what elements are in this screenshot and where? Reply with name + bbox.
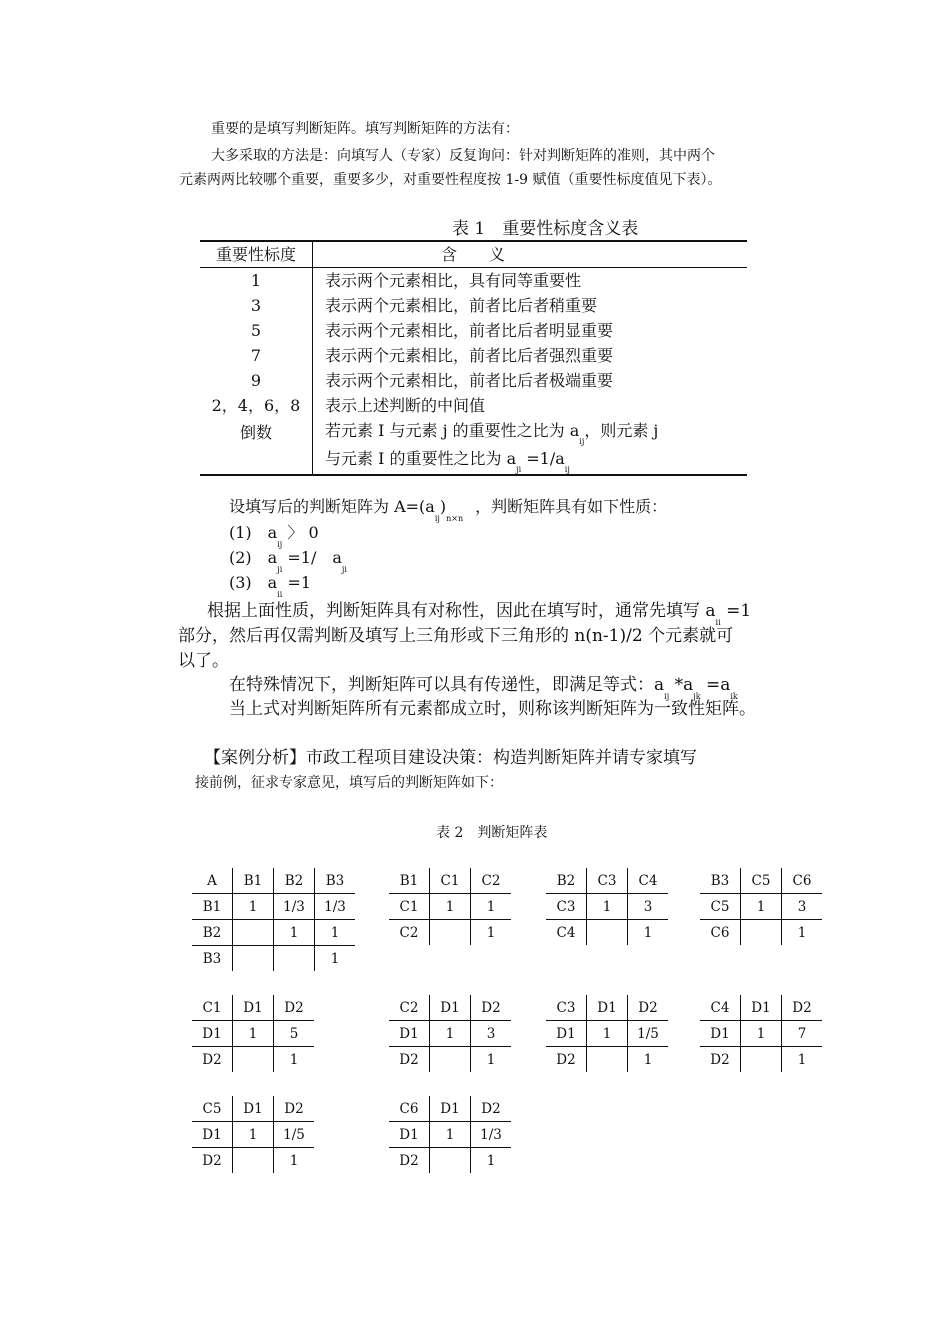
- judgment-matrix: [192, 995, 314, 1072]
- meaning-text: 若元素 I 与元素 j 的重要性之比为 a: [325, 421, 580, 440]
- judgment-matrix: [546, 868, 668, 945]
- matrix-cell: [430, 920, 471, 946]
- matrix-row: [389, 1047, 511, 1073]
- matrix-cell: C3: [546, 995, 587, 1021]
- matrix-cell: C3: [546, 894, 587, 920]
- matrix-row: [546, 995, 668, 1021]
- matrix-row: [389, 894, 511, 920]
- matrix-cell: B2: [192, 920, 233, 946]
- subscript: ij: [579, 437, 585, 446]
- property-2: [229, 545, 347, 574]
- matrix-cell: D1: [587, 995, 628, 1021]
- matrix-cell: C5: [700, 894, 741, 920]
- matrix-cell: B2: [546, 868, 587, 894]
- text: (1) a: [229, 523, 278, 542]
- matrix-cell: 1/3: [274, 894, 315, 920]
- property-1: [229, 520, 319, 549]
- importance-scale-table: [200, 240, 747, 476]
- judgment-matrix: [389, 995, 511, 1072]
- table-header-row: [200, 241, 747, 268]
- matrix-cell: 1: [430, 1122, 471, 1148]
- matrix-cell: C3: [587, 868, 628, 894]
- judgment-matrix: [192, 868, 355, 971]
- matrix-cell: D2: [628, 995, 669, 1021]
- matrix-cell: B2: [274, 868, 315, 894]
- matrix-cell: 1: [233, 1122, 274, 1148]
- judgment-matrix: [389, 1096, 511, 1173]
- text: *a: [669, 675, 694, 695]
- matrix-cell: 1: [430, 894, 471, 920]
- table-row: [200, 343, 747, 368]
- scale-cell: 9: [200, 368, 313, 393]
- matrix-cell: 7: [782, 1021, 823, 1047]
- matrix-cell: D1: [389, 1021, 430, 1047]
- meaning-text: 与元素 I 的重要性之比为 a: [325, 449, 517, 468]
- case-subtitle: 接前例，征求专家意见，填写后的判断矩阵如下：: [195, 775, 503, 791]
- intro-line-2: 大多采取的方法是：向填写人（专家）反复询问：针对判断矩阵的准则，其中两个: [211, 148, 715, 164]
- subscript: ij: [664, 692, 670, 701]
- text: ): [439, 497, 447, 516]
- matrix-cell: C6: [389, 1096, 430, 1122]
- body-line-4: [229, 670, 738, 701]
- body-line-5: 当上式对判断矩阵所有元素都成立时，则称该判断矩阵为一致性矩阵。: [229, 699, 756, 719]
- matrix-cell: C2: [399, 924, 419, 941]
- matrix-row: [546, 868, 668, 894]
- matrix-cell: [233, 1047, 274, 1073]
- matrix-cell: D1: [741, 995, 782, 1021]
- matrix-cell: 1: [471, 1148, 512, 1174]
- subscript: ij: [277, 540, 283, 549]
- matrix-row: [192, 894, 355, 920]
- scale-cell: 7: [200, 343, 313, 368]
- matrix-cell: 3: [782, 894, 823, 920]
- matrix-cell: 1/3: [471, 1122, 512, 1148]
- matrix-cell: D1: [389, 1122, 430, 1148]
- matrix-cell: 3: [628, 894, 669, 920]
- scale-cell: 倒数: [200, 418, 313, 446]
- judgment-matrix: [700, 868, 822, 945]
- matrix-cell: C1: [192, 995, 233, 1021]
- text: 在特殊情况下，判断矩阵可以具有传递性，即满足等式：a: [229, 675, 665, 695]
- matrix-cell: D2: [274, 1096, 315, 1122]
- subscript: ji: [341, 565, 347, 574]
- meaning-cell: 表示两个元素相比，前者比后者明显重要: [325, 321, 614, 340]
- meaning-text: ，则元素 j: [584, 421, 659, 440]
- matrix-cell: D2: [782, 995, 823, 1021]
- text: 根据上面性质，判断矩阵具有对称性，因此在填写时，通常先填写 a: [207, 601, 716, 621]
- matrix-row: [389, 868, 511, 894]
- matrix-row: [700, 995, 822, 1021]
- matrix-row: [700, 920, 822, 946]
- matrix-row: [192, 1148, 314, 1174]
- subscript: ii: [277, 590, 283, 599]
- matrix-row: [546, 920, 668, 946]
- matrix-cell: 1: [587, 894, 628, 920]
- subscript: ik: [730, 692, 738, 701]
- matrix-cell: D1: [546, 1021, 587, 1047]
- table-row: [200, 446, 747, 475]
- matrix-cell: C2: [471, 868, 512, 894]
- matrix-row: [700, 1021, 822, 1047]
- subscript: ji: [516, 465, 522, 474]
- matrix-row: [700, 868, 822, 894]
- meaning-cell: [313, 418, 748, 446]
- matrix-cell: 1/5: [274, 1122, 315, 1148]
- matrix-row: [546, 1021, 668, 1047]
- meaning-cell: [313, 446, 748, 475]
- matrix-cell: B1: [389, 868, 430, 894]
- matrix-cell: C5: [192, 1096, 233, 1122]
- matrix-row: [192, 868, 355, 894]
- matrix-cell: D2: [274, 995, 315, 1021]
- matrix-cell: 1: [274, 1047, 315, 1073]
- matrix-row: [389, 995, 511, 1021]
- property-3: [229, 570, 312, 599]
- text: (2) a: [229, 548, 278, 567]
- matrix-row: [546, 1047, 668, 1073]
- matrix-row: [192, 1096, 314, 1122]
- matrix-cell: D1: [700, 1021, 741, 1047]
- matrix-cell: C1: [389, 894, 430, 920]
- matrix-cell: C4: [700, 995, 741, 1021]
- matrix-row: [192, 920, 355, 946]
- matrix-row: [389, 920, 511, 946]
- matrix-cell: B3: [202, 950, 222, 967]
- matrix-cell: D2: [399, 1152, 419, 1169]
- matrix-cell: 1: [782, 1047, 823, 1073]
- matrix-cell: 1: [471, 894, 512, 920]
- matrix-row: [192, 1021, 314, 1047]
- intro-line-1: 重要的是填写判断矩阵。填写判断矩阵的方法有：: [211, 121, 519, 137]
- matrix-cell: D2: [471, 995, 512, 1021]
- matrix-row: [700, 894, 822, 920]
- subscript: ii: [715, 618, 721, 627]
- matrix-cell: 1: [430, 1021, 471, 1047]
- header-meaning: 含 义: [313, 241, 748, 268]
- judgment-matrix: [700, 995, 822, 1072]
- table-row: [200, 368, 747, 393]
- matrix-cell: 5: [274, 1021, 315, 1047]
- matrix-cell: B3: [315, 868, 356, 894]
- matrix-cell: [741, 920, 782, 946]
- matrix-cell: B3: [700, 868, 741, 894]
- text: 〉 0: [282, 523, 319, 542]
- text: =a: [700, 675, 731, 695]
- meaning-cell: 表示两个元素相比，前者比后者稍重要: [325, 296, 598, 315]
- body-line-2: 部分，然后再仅需判断及填写上三角形或下三角形的 n(n-1)/2 个元素就可: [178, 626, 734, 646]
- matrix-cell: 1: [587, 1021, 628, 1047]
- scale-cell: 2，4，6，8: [200, 393, 313, 418]
- body-line-3: 以了。: [178, 651, 229, 671]
- matrix-row: [192, 946, 355, 972]
- matrix-row: [546, 894, 668, 920]
- scale-cell: 1: [200, 268, 313, 294]
- meaning-cell: 表示上述判断的中间值: [325, 396, 486, 415]
- text: =1/ a: [282, 548, 342, 567]
- meaning-cell: 表示两个元素相比，具有同等重要性: [325, 271, 582, 290]
- scale-cell: 5: [200, 318, 313, 343]
- matrix-cell: 1: [315, 946, 356, 972]
- matrix-cell: C1: [430, 868, 471, 894]
- case-title: 【案例分析】市政工程项目建设决策：构造判断矩阵并请专家填写: [204, 748, 697, 768]
- matrix-cell: D1: [192, 1021, 233, 1047]
- table-row: [200, 318, 747, 343]
- matrix-cell: 1: [741, 894, 782, 920]
- matrix-cell: [587, 1047, 628, 1073]
- matrix-cell: D2: [202, 1152, 222, 1169]
- matrix-row: [192, 1047, 314, 1073]
- matrix-cell: C6: [710, 924, 730, 941]
- matrix-row: [389, 1122, 511, 1148]
- judgment-matrix: [546, 995, 668, 1072]
- subscript: ij: [564, 465, 570, 474]
- matrix-cell: 1: [628, 920, 669, 946]
- matrix-cell: C5: [741, 868, 782, 894]
- text: 设填写后的判断矩阵为 A=(a: [229, 497, 435, 516]
- matrix-cell: 1: [233, 1021, 274, 1047]
- body-line-1: [207, 596, 752, 627]
- matrix-cell: C4: [628, 868, 669, 894]
- matrix-cell: D2: [471, 1096, 512, 1122]
- matrix-cell: [233, 946, 274, 972]
- matrix-cell: 1: [741, 1021, 782, 1047]
- matrix-cell: C6: [782, 868, 823, 894]
- matrix-cell: 1: [628, 1047, 669, 1073]
- subscript: ij: [434, 514, 440, 523]
- judgment-matrix: [389, 868, 511, 945]
- table-row: [200, 393, 747, 418]
- table2-caption: 表 2 判断矩阵表: [436, 825, 548, 841]
- matrix-row: [192, 995, 314, 1021]
- matrix-cell: 1: [274, 920, 315, 946]
- matrix-cell: D2: [399, 1051, 419, 1068]
- matrix-cell: [233, 920, 274, 946]
- matrix-cell: D1: [430, 1096, 471, 1122]
- matrix-cell: D2: [710, 1051, 730, 1068]
- table-row: [200, 268, 747, 294]
- matrix-cell: 1: [471, 1047, 512, 1073]
- table-row: [200, 293, 747, 318]
- table-row: [200, 418, 747, 446]
- matrix-cell: C2: [389, 995, 430, 1021]
- text: =1: [282, 573, 312, 592]
- matrix-cell: D1: [430, 995, 471, 1021]
- meaning-cell: 表示两个元素相比，前者比后者极端重要: [325, 371, 614, 390]
- header-scale: 重要性标度: [200, 241, 313, 268]
- matrix-cell: [274, 946, 315, 972]
- matrix-cell: 1: [782, 920, 823, 946]
- matrix-cell: 1/5: [628, 1021, 669, 1047]
- matrix-cell: D1: [233, 1096, 274, 1122]
- judgment-matrix: [192, 1096, 314, 1173]
- matrix-row: [389, 1096, 511, 1122]
- matrix-cell: [233, 1148, 274, 1174]
- text: =1: [720, 601, 752, 621]
- intro-line-3: 元素两两比较哪个重要，重要多少，对重要性程度按 1-9 赋值（重要性标度值见下表）。: [179, 172, 722, 188]
- matrix-cell: D2: [556, 1051, 576, 1068]
- matrix-cell: [430, 1148, 471, 1174]
- subscript: jk: [693, 692, 701, 701]
- matrix-cell: [430, 1047, 471, 1073]
- matrix-row: [389, 1021, 511, 1047]
- matrix-row: [192, 1122, 314, 1148]
- matrix-cell: D1: [233, 995, 274, 1021]
- subscript: ji: [277, 565, 283, 574]
- meaning-text: =1/a: [521, 449, 565, 468]
- matrix-cell: [741, 1047, 782, 1073]
- matrix-cell: [587, 920, 628, 946]
- matrix-cell: 1: [274, 1148, 315, 1174]
- matrix-cell: B1: [192, 894, 233, 920]
- table1-caption: 表 1 重要性标度含义表: [452, 219, 639, 239]
- scale-cell: [200, 446, 313, 475]
- matrix-cell: A: [192, 868, 233, 894]
- matrix-cell: B1: [233, 868, 274, 894]
- text: ，判断矩阵具有如下性质：: [475, 497, 668, 516]
- matrix-cell: D2: [202, 1051, 222, 1068]
- meaning-cell: 表示两个元素相比，前者比后者强烈重要: [325, 346, 614, 365]
- matrix-cell: 1: [233, 894, 274, 920]
- matrix-row: [389, 1148, 511, 1174]
- scale-cell: 3: [200, 293, 313, 318]
- matrix-cell: 1: [315, 920, 356, 946]
- matrix-cell: C4: [556, 924, 576, 941]
- subscript: n×n: [446, 514, 464, 523]
- matrix-cell: D1: [192, 1122, 233, 1148]
- matrix-cell: 1/3: [315, 894, 356, 920]
- matrix-cell: 3: [471, 1021, 512, 1047]
- text: (3) a: [229, 573, 278, 592]
- matrix-cell: 1: [471, 920, 512, 946]
- matrix-row: [700, 1047, 822, 1073]
